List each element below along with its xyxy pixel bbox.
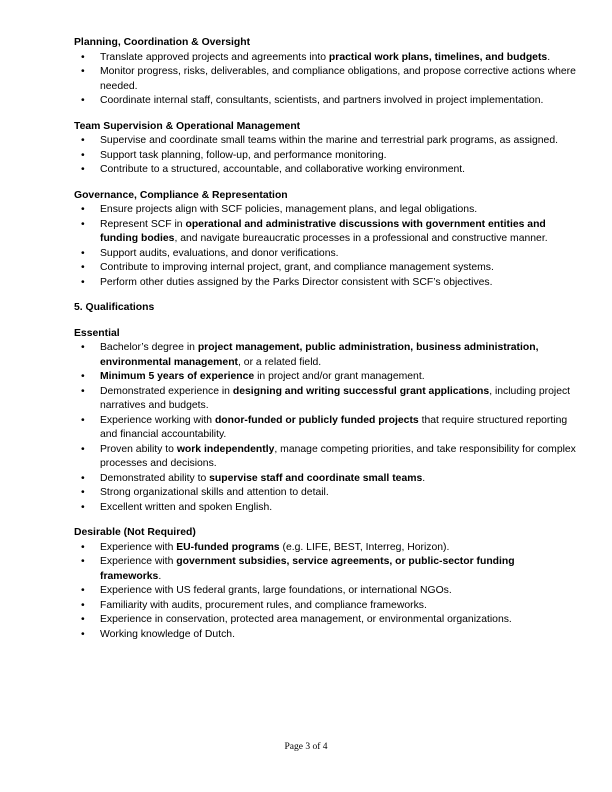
- bullet-text: Experience with US federal grants, large foundations, or international NGOs.: [100, 585, 452, 596]
- bullet-item: [74, 65, 578, 94]
- bullet-icon: •: [81, 371, 85, 382]
- bullet-icon: •: [81, 385, 85, 397]
- bullet-text: Contribute to a structured, accountable, and collaborative working environment.: [100, 164, 466, 175]
- bullet-item: [74, 203, 578, 218]
- bullet-text: Demonstrated ability to supervise staff and coordinate small teams.: [100, 472, 426, 484]
- bullet-item: [74, 541, 578, 556]
- bullet-item: [74, 555, 578, 584]
- bullet-text: Translate approved projects and agreements into practical work plans, timelines, and budgets.: [100, 51, 551, 63]
- bullet-list: [74, 134, 578, 178]
- bullet-item: [74, 341, 578, 370]
- bullet-icon: •: [81, 135, 85, 146]
- bullet-item: [74, 163, 578, 178]
- bullet-text: Experience with EU-funded programs (e.g. LIFE, BEST, Interreg, Horizon).: [100, 541, 450, 553]
- document-body: [74, 36, 578, 642]
- document-section: [74, 327, 578, 516]
- bullet-icon: •: [81, 541, 85, 553]
- page-number: Page 3 of 4: [284, 742, 328, 752]
- document-section: [74, 120, 578, 178]
- document-section: [74, 36, 578, 109]
- bullet-item: [74, 628, 578, 643]
- bullet-icon: •: [81, 599, 85, 611]
- bullet-text: Coordinate internal staff, consultants, scientists, and partners involved in project implementation.: [100, 95, 544, 106]
- bullet-text: Experience in conservation, protected area management, or environmental organizations.: [100, 614, 512, 625]
- section-heading: Governance, Compliance & Representation: [74, 189, 288, 201]
- bullet-item: [74, 149, 578, 164]
- bullet-text: Bachelor’s degree in project management, public administration, business administration, environmental management, or a related field.: [100, 342, 539, 368]
- bullet-text: Perform other duties assigned by the Parks Director consistent with SCF’s objectives.: [100, 276, 493, 288]
- bullet-item: [74, 134, 578, 149]
- bullet-text: Minimum 5 years of experience in project and/or grant management.: [100, 371, 425, 382]
- document-section: [74, 189, 578, 291]
- bullet-icon: •: [81, 66, 85, 77]
- section-heading: Team Supervision & Operational Management: [74, 120, 301, 132]
- bullet-icon: •: [81, 51, 85, 63]
- bullet-icon: •: [81, 556, 85, 567]
- bullet-text: Represent SCF in operational and administrative discussions with government entities and funding bodies, and navigate bureaucratic processes in a professional and constructive manner.: [100, 218, 548, 244]
- bullet-icon: •: [81, 95, 85, 106]
- bullet-item: [74, 501, 578, 516]
- bullet-list: [74, 203, 578, 290]
- bullet-item: [74, 51, 578, 66]
- bullet-icon: •: [81, 414, 85, 426]
- bullet-item: [74, 613, 578, 628]
- section-heading: Desirable (Not Required): [74, 527, 196, 538]
- bullet-item: [74, 370, 578, 385]
- bullet-item: [74, 94, 578, 109]
- bullet-text: Supervise and coordinate small teams within the marine and terrestrial park programs, as assigned.: [100, 135, 558, 146]
- bullet-text: Ensure projects align with SCF policies, management plans, and legal obligations.: [100, 204, 478, 215]
- section-heading: Essential: [74, 327, 120, 339]
- bullet-icon: •: [81, 472, 85, 484]
- bullet-list: [74, 341, 578, 515]
- bullet-icon: •: [81, 276, 85, 288]
- bullet-icon: •: [81, 487, 85, 498]
- bullet-text: Proven ability to work independently, manage competing priorities, and take responsibility for complex processes and decisions.: [100, 443, 576, 469]
- bullet-icon: •: [81, 204, 85, 215]
- bullet-list: [74, 51, 578, 109]
- bullet-item: [74, 218, 578, 247]
- bullet-item: [74, 247, 578, 262]
- bullet-item: [74, 385, 578, 414]
- page-footer: [0, 741, 612, 753]
- bullet-icon: •: [81, 262, 85, 273]
- bullet-item: [74, 486, 578, 501]
- bullet-item: [74, 584, 578, 599]
- bullet-icon: •: [81, 247, 85, 259]
- section-heading: 5. Qualifications: [74, 302, 155, 313]
- section-heading: Planning, Coordination & Oversight: [74, 37, 251, 48]
- bullet-text: Monitor progress, risks, deliverables, and compliance obligations, and propose corrective actions where needed.: [100, 66, 576, 92]
- bullet-text: Contribute to improving internal project, grant, and compliance management systems.: [100, 262, 494, 273]
- bullet-item: [74, 472, 578, 487]
- bullet-icon: •: [81, 164, 85, 175]
- bullet-text: Demonstrated experience in designing and writing successful grant applications, including project narratives and budgets.: [100, 385, 571, 411]
- bullet-item: [74, 599, 578, 614]
- bullet-icon: •: [81, 218, 85, 230]
- bullet-text: Support task planning, follow-up, and performance monitoring.: [100, 149, 387, 161]
- bullet-item: [74, 414, 578, 443]
- bullet-icon: •: [81, 614, 85, 625]
- bullet-icon: •: [81, 585, 85, 596]
- bullet-item: [74, 276, 578, 291]
- bullet-text: Strong organizational skills and attention to detail.: [100, 487, 329, 498]
- bullet-text: Working knowledge of Dutch.: [100, 628, 235, 640]
- bullet-item: [74, 261, 578, 276]
- document-section: [74, 526, 578, 642]
- document-section: [74, 301, 578, 316]
- bullet-item: [74, 443, 578, 472]
- bullet-icon: •: [81, 342, 85, 353]
- bullet-text: Experience with government subsidies, service agreements, or public-sector funding frameworks.: [100, 556, 515, 582]
- bullet-text: Familiarity with audits, procurement rules, and compliance frameworks.: [100, 599, 427, 611]
- bullet-text: Experience working with donor-funded or publicly funded projects that require structured reporting and financial accountability.: [100, 414, 568, 440]
- bullet-icon: •: [81, 628, 85, 640]
- bullet-list: [74, 541, 578, 643]
- bullet-icon: •: [81, 501, 85, 513]
- bullet-text: Excellent written and spoken English.: [100, 501, 273, 513]
- bullet-text: Support audits, evaluations, and donor verifications.: [100, 247, 339, 259]
- bullet-icon: •: [81, 149, 85, 161]
- bullet-icon: •: [81, 443, 85, 455]
